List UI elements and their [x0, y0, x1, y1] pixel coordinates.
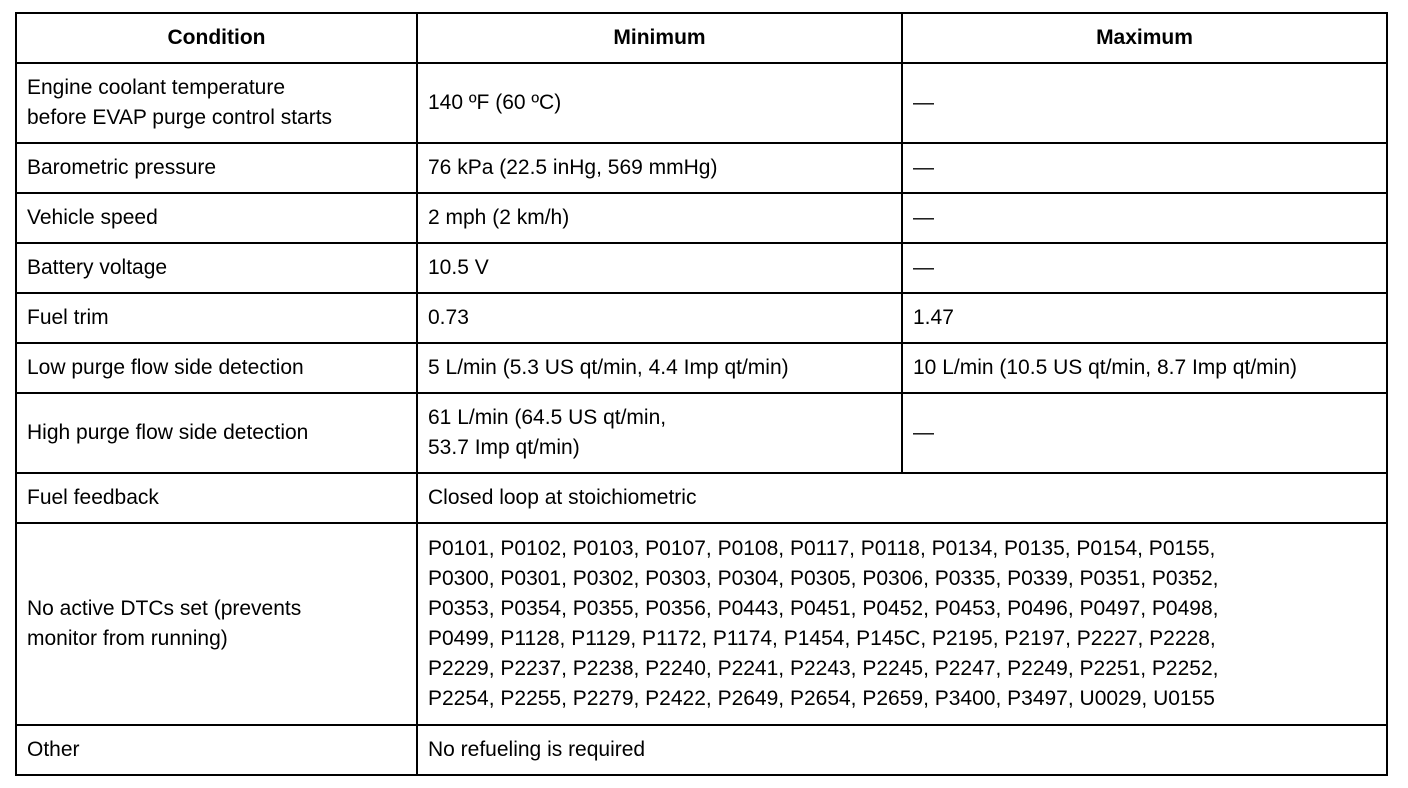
dtc-line: P0353, P0354, P0355, P0356, P0443, P0451, P0452, P0453, P0496, P0497, P0498, — [428, 597, 1219, 620]
table-row — [16, 243, 1387, 293]
maximum-cell: — — [902, 393, 1387, 473]
cell-line: 140 ºF (60 ºC) — [428, 91, 562, 114]
header-minimum: Minimum — [417, 13, 902, 63]
cell-line: Other — [27, 738, 80, 761]
condition-cell — [16, 343, 417, 393]
minimum-cell — [417, 393, 902, 473]
cell-line: No active DTCs set (prevents — [27, 597, 302, 620]
maximum-cell: — — [902, 143, 1387, 193]
cell-line: Engine coolant temperature — [27, 76, 285, 99]
cell-line: High purge flow side detection — [27, 421, 309, 444]
minimum-cell — [417, 143, 902, 193]
maximum-cell: 1.47 — [902, 293, 1387, 343]
table-row — [16, 343, 1387, 393]
condition-cell — [16, 193, 417, 243]
cell-line: No refueling is required — [428, 738, 646, 761]
dtc-list-cell — [417, 523, 1387, 725]
cell-line: Low purge flow side detection — [27, 356, 304, 379]
cell-line: Closed loop at stoichiometric — [428, 486, 697, 509]
table-row — [16, 393, 1387, 473]
table-row — [16, 523, 1387, 725]
dtc-line: P2229, P2237, P2238, P2240, P2241, P2243, P2245, P2247, P2249, P2251, P2252, — [428, 657, 1219, 680]
minimum-cell — [417, 343, 902, 393]
value-cell — [417, 473, 1387, 523]
cell-line: Vehicle speed — [27, 206, 158, 229]
minimum-cell — [417, 293, 902, 343]
maximum-cell: 10 L/min (10.5 US qt/min, 8.7 Imp qt/min) — [902, 343, 1387, 393]
header-row — [16, 13, 1387, 63]
table-row — [16, 473, 1387, 523]
cell-line: 2 mph (2 km/h) — [428, 206, 570, 229]
minimum-cell — [417, 243, 902, 293]
dtc-line: P0300, P0301, P0302, P0303, P0304, P0305, P0306, P0335, P0339, P0351, P0352, — [428, 567, 1219, 590]
dtc-line: P0101, P0102, P0103, P0107, P0108, P0117, P0118, P0134, P0135, P0154, P0155, — [428, 537, 1216, 560]
table-row — [16, 725, 1387, 775]
minimum-cell — [417, 193, 902, 243]
condition-cell — [16, 393, 417, 473]
condition-cell — [16, 725, 417, 775]
condition-cell — [16, 473, 417, 523]
header-maximum: Maximum — [902, 13, 1387, 63]
cell-line: 5 L/min (5.3 US qt/min, 4.4 Imp qt/min) — [428, 356, 789, 379]
cell-line: 53.7 Imp qt/min) — [428, 436, 580, 459]
condition-cell — [16, 143, 417, 193]
table-row — [16, 193, 1387, 243]
cell-line: 10.5 V — [428, 256, 489, 279]
dtc-line: P0499, P1128, P1129, P1172, P1174, P1454, P145C, P2195, P2197, P2227, P2228, — [428, 627, 1216, 650]
minimum-cell — [417, 63, 902, 143]
maximum-cell: — — [902, 193, 1387, 243]
cell-line: Fuel feedback — [27, 486, 159, 509]
cell-line: Battery voltage — [27, 256, 168, 279]
condition-cell — [16, 523, 417, 725]
table-row — [16, 63, 1387, 143]
condition-cell — [16, 293, 417, 343]
condition-cell — [16, 63, 417, 143]
cell-line: 0.73 — [428, 306, 469, 329]
cell-line: before EVAP purge control starts — [27, 106, 333, 129]
maximum-cell: — — [902, 243, 1387, 293]
condition-cell — [16, 243, 417, 293]
value-cell — [417, 725, 1387, 775]
cell-line: Barometric pressure — [27, 156, 217, 179]
header-condition: Condition — [16, 13, 417, 63]
table-row — [16, 293, 1387, 343]
cell-line: Fuel trim — [27, 306, 109, 329]
cell-line: monitor from running) — [27, 627, 228, 650]
dtc-line: P2254, P2255, P2279, P2422, P2649, P2654, P2659, P3400, P3497, U0029, U0155 — [428, 687, 1215, 710]
maximum-cell: — — [902, 63, 1387, 143]
conditions-table — [15, 12, 1388, 776]
cell-line: 61 L/min (64.5 US qt/min, — [428, 406, 667, 429]
cell-line: 76 kPa (22.5 inHg, 569 mmHg) — [428, 156, 718, 179]
table-row — [16, 143, 1387, 193]
